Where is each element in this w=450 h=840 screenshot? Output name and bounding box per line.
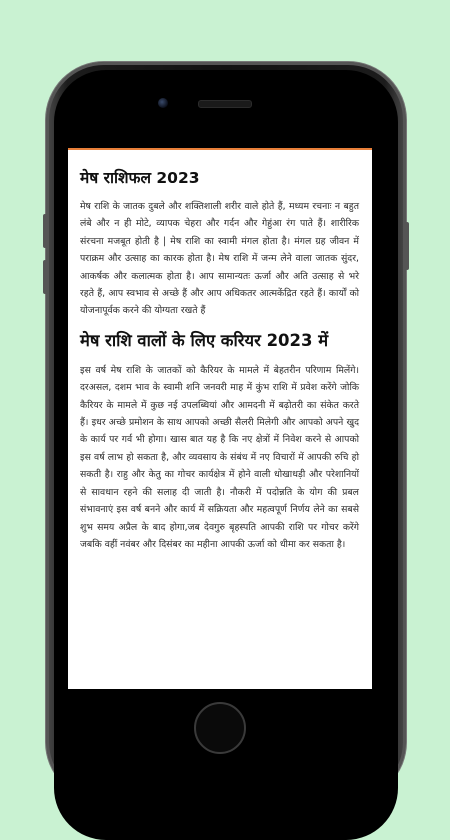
phone-mockup <box>46 62 406 800</box>
article-title-1: मेष राशिफल 2023 <box>80 169 200 187</box>
speaker-grille-icon <box>198 100 252 108</box>
article-paragraph-1: मेष राशि के जातक दुबले और शक्तिशाली शरीर वाले होते हैं, मध्यम रचनाः न बहुत लंबे और न ही मोटे, व्यापक चेहरा और गर्दन और गेहुंआ रंग पाते हैं। शारीरिक संरचना मजबूत होती है | मेष राशि का स्वामी मंगल होता है। मंगल ग्रह जीवन में पराक्रम और उत्साह का कारक होता है। मेष राशि में जन्म लेने वाला जातक सुंदर, आकर्षक और कलात्मक होता है। आप सामान्यतः ऊर्जा और अति उत्साह से भरे रहते हैं, आप स्वभाव से अच्छे हैं और आप अधिकतर आत्मकेंद्रित रहते हैं। कार्यों को योजनापूर्वक करने की योग्यता रखते हैं <box>80 201 359 317</box>
volume-up-button <box>43 214 47 248</box>
home-button-icon[interactable] <box>194 702 246 754</box>
front-camera-icon <box>158 98 168 108</box>
app-screen <box>68 148 372 689</box>
volume-down-button <box>43 260 47 294</box>
article-paragraph-2: इस वर्ष मेष राशि के जातकों को कैरियर के मामले में बेहतरीन परिणाम मिलेंगे। दरअसल, दशम भाव के स्वामी शनि जनवरी माह में कुंभ राशि में प्रवेश करेंगे जोकि कैरियर के मामले में कुछ नई उपलब्धियां और आमदनी में बढ़ोतरी का संकेत करते हैं। इधर अच्छे प्रमोशन के साथ आपको अच्छी सैलरी मिलेगी और आपको अपने खुद के कार्य पर गर्व भी होगा। खास बात यह है कि नए क्षेत्रों में निवेश करने से आपको इस वर्ष लाभ हो सकता है, और व्यवसाय के संबंध में नए विचारों में आपकी रुचि हो सकती है। राहु और केतु का गोचर कार्यक्षेत्र में होने वाली धोखाधड़ी और परेशानियों से सावधान रहने की सलाह दी जाती है। नौकरी में पदोन्नति के योग की प्रबल संभावनाएं इस वर्ष बनने और कार्य में सक्रियता और महत्वपूर्ण निर्णय लेने का सबसे शुभ समय अप्रैल के बाद होगा,जब देवगुरु बृहस्पति आपकी राशि पर गोचर करेंगे जबकि वहीं नवंबर और दिसंबर का महीना आपकी ऊर्जा को धीमा कर सकता है। <box>80 364 359 550</box>
power-button <box>405 222 409 270</box>
article-title-2: मेष राशि वालों के लिए करियर 2023 में <box>80 330 329 350</box>
article-content[interactable] <box>68 150 372 553</box>
